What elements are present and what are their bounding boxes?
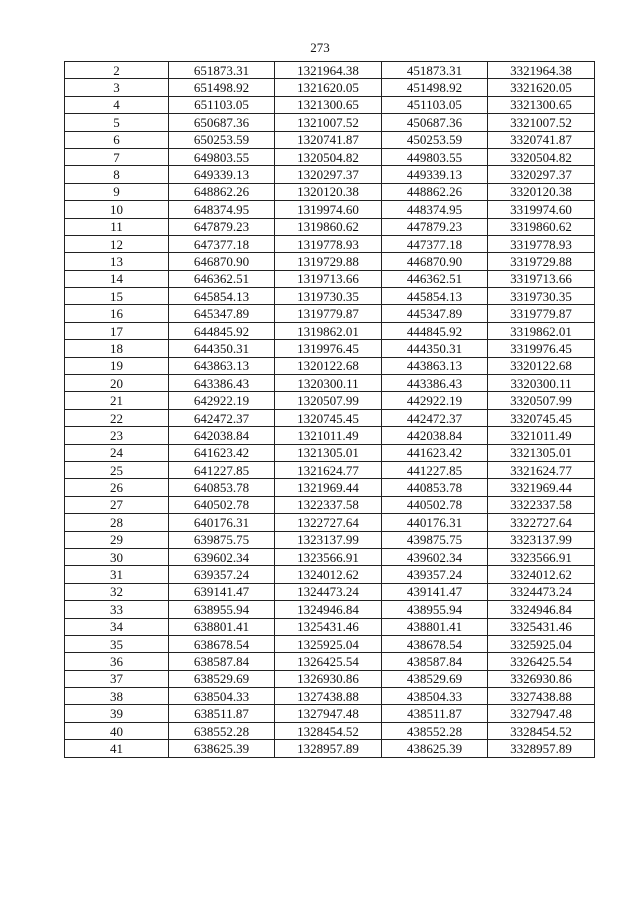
y-coordinate-cell: 1320741.87 (275, 131, 382, 148)
x-coordinate-cell: 638587.84 (169, 653, 275, 670)
x-coordinate-cell: 639357.24 (169, 566, 275, 583)
x-coordinate-cell: 649339.13 (169, 166, 275, 183)
x-coordinate-cell: 642038.84 (169, 427, 275, 444)
x-converted-cell: 440853.78 (382, 479, 488, 496)
table-row (65, 288, 595, 305)
x-coordinate-cell: 645854.13 (169, 288, 275, 305)
point-number-cell: 34 (65, 618, 169, 635)
x-coordinate-cell: 641227.85 (169, 461, 275, 478)
x-coordinate-cell: 640176.31 (169, 514, 275, 531)
coordinate-table-body (65, 62, 595, 758)
y-converted-cell: 3321300.65 (488, 96, 595, 113)
y-coordinate-cell: 1321007.52 (275, 114, 382, 131)
point-number-cell: 11 (65, 218, 169, 235)
y-coordinate-cell: 1321305.01 (275, 444, 382, 461)
point-number-cell: 21 (65, 392, 169, 409)
x-coordinate-cell: 647879.23 (169, 218, 275, 235)
x-coordinate-cell: 640502.78 (169, 496, 275, 513)
x-coordinate-cell: 651873.31 (169, 62, 275, 79)
point-number-cell: 37 (65, 670, 169, 687)
table-row (65, 496, 595, 513)
y-coordinate-cell: 1321620.05 (275, 79, 382, 96)
table-row (65, 392, 595, 409)
table-row (65, 357, 595, 374)
coordinate-table (64, 61, 595, 758)
y-converted-cell: 3321620.05 (488, 79, 595, 96)
x-converted-cell: 438504.33 (382, 688, 488, 705)
x-coordinate-cell: 643863.13 (169, 357, 275, 374)
y-coordinate-cell: 1319730.35 (275, 288, 382, 305)
y-coordinate-cell: 1320507.99 (275, 392, 382, 409)
x-converted-cell: 438801.41 (382, 618, 488, 635)
y-converted-cell: 3320745.45 (488, 409, 595, 426)
table-row (65, 461, 595, 478)
table-row (65, 114, 595, 131)
table-row (65, 340, 595, 357)
point-number-cell: 5 (65, 114, 169, 131)
y-converted-cell: 3327438.88 (488, 688, 595, 705)
x-coordinate-cell: 638504.33 (169, 688, 275, 705)
x-coordinate-cell: 642472.37 (169, 409, 275, 426)
x-converted-cell: 439875.75 (382, 531, 488, 548)
point-number-cell: 25 (65, 461, 169, 478)
x-converted-cell: 442038.84 (382, 427, 488, 444)
y-converted-cell: 3319778.93 (488, 235, 595, 252)
point-number-cell: 18 (65, 340, 169, 357)
y-coordinate-cell: 1319860.62 (275, 218, 382, 235)
point-number-cell: 12 (65, 235, 169, 252)
y-coordinate-cell: 1325431.46 (275, 618, 382, 635)
y-coordinate-cell: 1321624.77 (275, 461, 382, 478)
x-converted-cell: 438587.84 (382, 653, 488, 670)
x-coordinate-cell: 638678.54 (169, 635, 275, 652)
table-row (65, 409, 595, 426)
y-coordinate-cell: 1324946.84 (275, 601, 382, 618)
x-converted-cell: 445854.13 (382, 288, 488, 305)
y-coordinate-cell: 1319974.60 (275, 201, 382, 218)
table-row (65, 566, 595, 583)
x-converted-cell: 443386.43 (382, 375, 488, 392)
y-converted-cell: 3320300.11 (488, 375, 595, 392)
x-converted-cell: 441227.85 (382, 461, 488, 478)
x-converted-cell: 447879.23 (382, 218, 488, 235)
x-coordinate-cell: 638625.39 (169, 740, 275, 757)
y-coordinate-cell: 1321011.49 (275, 427, 382, 444)
x-coordinate-cell: 650253.59 (169, 131, 275, 148)
table-row (65, 427, 595, 444)
point-number-cell: 39 (65, 705, 169, 722)
x-converted-cell: 451103.05 (382, 96, 488, 113)
x-converted-cell: 438529.69 (382, 670, 488, 687)
point-number-cell: 4 (65, 96, 169, 113)
y-converted-cell: 3319862.01 (488, 322, 595, 339)
point-number-cell: 3 (65, 79, 169, 96)
table-row (65, 62, 595, 79)
y-converted-cell: 3325925.04 (488, 635, 595, 652)
point-number-cell: 17 (65, 322, 169, 339)
x-converted-cell: 441623.42 (382, 444, 488, 461)
point-number-cell: 31 (65, 566, 169, 583)
x-coordinate-cell: 641623.42 (169, 444, 275, 461)
y-coordinate-cell: 1321969.44 (275, 479, 382, 496)
y-converted-cell: 3324012.62 (488, 566, 595, 583)
point-number-cell: 13 (65, 253, 169, 270)
y-converted-cell: 3320297.37 (488, 166, 595, 183)
table-row (65, 479, 595, 496)
y-converted-cell: 3322727.64 (488, 514, 595, 531)
table-row (65, 79, 595, 96)
point-number-cell: 26 (65, 479, 169, 496)
y-coordinate-cell: 1319779.87 (275, 305, 382, 322)
y-coordinate-cell: 1320504.82 (275, 148, 382, 165)
x-coordinate-cell: 645347.89 (169, 305, 275, 322)
y-coordinate-cell: 1326930.86 (275, 670, 382, 687)
table-row (65, 635, 595, 652)
y-converted-cell: 3320122.68 (488, 357, 595, 374)
y-converted-cell: 3321007.52 (488, 114, 595, 131)
point-number-cell: 28 (65, 514, 169, 531)
x-converted-cell: 439602.34 (382, 548, 488, 565)
point-number-cell: 27 (65, 496, 169, 513)
table-row (65, 305, 595, 322)
y-coordinate-cell: 1327947.48 (275, 705, 382, 722)
x-coordinate-cell: 646870.90 (169, 253, 275, 270)
y-converted-cell: 3320120.38 (488, 183, 595, 200)
table-row (65, 688, 595, 705)
y-converted-cell: 3327947.48 (488, 705, 595, 722)
y-coordinate-cell: 1322337.58 (275, 496, 382, 513)
x-coordinate-cell: 643386.43 (169, 375, 275, 392)
x-converted-cell: 438552.28 (382, 722, 488, 739)
x-converted-cell: 444350.31 (382, 340, 488, 357)
point-number-cell: 19 (65, 357, 169, 374)
y-coordinate-cell: 1320300.11 (275, 375, 382, 392)
y-coordinate-cell: 1323137.99 (275, 531, 382, 548)
table-row (65, 96, 595, 113)
y-converted-cell: 3326930.86 (488, 670, 595, 687)
y-coordinate-cell: 1328957.89 (275, 740, 382, 757)
y-coordinate-cell: 1319713.66 (275, 270, 382, 287)
point-number-cell: 9 (65, 183, 169, 200)
x-converted-cell: 439141.47 (382, 583, 488, 600)
x-coordinate-cell: 651103.05 (169, 96, 275, 113)
x-coordinate-cell: 638529.69 (169, 670, 275, 687)
table-row (65, 218, 595, 235)
x-coordinate-cell: 648374.95 (169, 201, 275, 218)
table-row (65, 201, 595, 218)
y-coordinate-cell: 1321300.65 (275, 96, 382, 113)
point-number-cell: 41 (65, 740, 169, 757)
table-row (65, 618, 595, 635)
x-converted-cell: 448862.26 (382, 183, 488, 200)
x-converted-cell: 451873.31 (382, 62, 488, 79)
y-converted-cell: 3319779.87 (488, 305, 595, 322)
table-row (65, 722, 595, 739)
x-converted-cell: 447377.18 (382, 235, 488, 252)
x-converted-cell: 438511.87 (382, 705, 488, 722)
y-coordinate-cell: 1319729.88 (275, 253, 382, 270)
table-row (65, 375, 595, 392)
x-coordinate-cell: 649803.55 (169, 148, 275, 165)
x-coordinate-cell: 644845.92 (169, 322, 275, 339)
table-row (65, 148, 595, 165)
point-number-cell: 24 (65, 444, 169, 461)
x-converted-cell: 438955.94 (382, 601, 488, 618)
y-converted-cell: 3326425.54 (488, 653, 595, 670)
point-number-cell: 38 (65, 688, 169, 705)
x-converted-cell: 440176.31 (382, 514, 488, 531)
x-converted-cell: 449803.55 (382, 148, 488, 165)
table-row (65, 235, 595, 252)
x-converted-cell: 445347.89 (382, 305, 488, 322)
x-converted-cell: 438625.39 (382, 740, 488, 757)
y-coordinate-cell: 1320120.38 (275, 183, 382, 200)
table-row (65, 514, 595, 531)
point-number-cell: 10 (65, 201, 169, 218)
x-converted-cell: 448374.95 (382, 201, 488, 218)
x-converted-cell: 442922.19 (382, 392, 488, 409)
y-converted-cell: 3328957.89 (488, 740, 595, 757)
x-coordinate-cell: 651498.92 (169, 79, 275, 96)
x-converted-cell: 438678.54 (382, 635, 488, 652)
table-row (65, 444, 595, 461)
x-converted-cell: 443863.13 (382, 357, 488, 374)
y-converted-cell: 3321969.44 (488, 479, 595, 496)
x-converted-cell: 450253.59 (382, 131, 488, 148)
x-coordinate-cell: 650687.36 (169, 114, 275, 131)
x-converted-cell: 446870.90 (382, 253, 488, 270)
table-row (65, 131, 595, 148)
x-coordinate-cell: 638552.28 (169, 722, 275, 739)
y-coordinate-cell: 1324473.24 (275, 583, 382, 600)
x-coordinate-cell: 647377.18 (169, 235, 275, 252)
x-coordinate-cell: 639602.34 (169, 548, 275, 565)
point-number-cell: 32 (65, 583, 169, 600)
x-converted-cell: 446362.51 (382, 270, 488, 287)
y-coordinate-cell: 1319778.93 (275, 235, 382, 252)
x-coordinate-cell: 644350.31 (169, 340, 275, 357)
x-converted-cell: 440502.78 (382, 496, 488, 513)
x-converted-cell: 439357.24 (382, 566, 488, 583)
x-coordinate-cell: 638511.87 (169, 705, 275, 722)
point-number-cell: 33 (65, 601, 169, 618)
x-coordinate-cell: 638801.41 (169, 618, 275, 635)
point-number-cell: 6 (65, 131, 169, 148)
y-converted-cell: 3321011.49 (488, 427, 595, 444)
point-number-cell: 35 (65, 635, 169, 652)
y-converted-cell: 3323566.91 (488, 548, 595, 565)
table-row (65, 705, 595, 722)
table-row (65, 548, 595, 565)
table-row (65, 740, 595, 757)
y-converted-cell: 3321964.38 (488, 62, 595, 79)
y-converted-cell: 3320507.99 (488, 392, 595, 409)
table-row (65, 670, 595, 687)
y-coordinate-cell: 1320745.45 (275, 409, 382, 426)
y-converted-cell: 3322337.58 (488, 496, 595, 513)
x-coordinate-cell: 639141.47 (169, 583, 275, 600)
y-converted-cell: 3319976.45 (488, 340, 595, 357)
table-row (65, 322, 595, 339)
point-number-cell: 29 (65, 531, 169, 548)
y-converted-cell: 3320504.82 (488, 148, 595, 165)
point-number-cell: 40 (65, 722, 169, 739)
y-coordinate-cell: 1326425.54 (275, 653, 382, 670)
table-row (65, 166, 595, 183)
y-coordinate-cell: 1320122.68 (275, 357, 382, 374)
y-converted-cell: 3319860.62 (488, 218, 595, 235)
y-coordinate-cell: 1323566.91 (275, 548, 382, 565)
x-converted-cell: 451498.92 (382, 79, 488, 96)
point-number-cell: 8 (65, 166, 169, 183)
y-converted-cell: 3319730.35 (488, 288, 595, 305)
point-number-cell: 23 (65, 427, 169, 444)
y-converted-cell: 3321305.01 (488, 444, 595, 461)
y-coordinate-cell: 1322727.64 (275, 514, 382, 531)
y-converted-cell: 3320741.87 (488, 131, 595, 148)
y-coordinate-cell: 1325925.04 (275, 635, 382, 652)
point-number-cell: 30 (65, 548, 169, 565)
point-number-cell: 14 (65, 270, 169, 287)
table-row (65, 183, 595, 200)
y-coordinate-cell: 1320297.37 (275, 166, 382, 183)
y-coordinate-cell: 1319976.45 (275, 340, 382, 357)
x-converted-cell: 449339.13 (382, 166, 488, 183)
point-number-cell: 16 (65, 305, 169, 322)
x-coordinate-cell: 648862.26 (169, 183, 275, 200)
y-converted-cell: 3319974.60 (488, 201, 595, 218)
x-coordinate-cell: 639875.75 (169, 531, 275, 548)
x-coordinate-cell: 640853.78 (169, 479, 275, 496)
table-row (65, 653, 595, 670)
x-coordinate-cell: 642922.19 (169, 392, 275, 409)
y-converted-cell: 3324946.84 (488, 601, 595, 618)
y-converted-cell: 3323137.99 (488, 531, 595, 548)
point-number-cell: 22 (65, 409, 169, 426)
x-converted-cell: 444845.92 (382, 322, 488, 339)
point-number-cell: 36 (65, 653, 169, 670)
y-coordinate-cell: 1319862.01 (275, 322, 382, 339)
table-row (65, 270, 595, 287)
point-number-cell: 2 (65, 62, 169, 79)
point-number-cell: 7 (65, 148, 169, 165)
table-row (65, 601, 595, 618)
x-converted-cell: 442472.37 (382, 409, 488, 426)
table-row (65, 531, 595, 548)
x-coordinate-cell: 646362.51 (169, 270, 275, 287)
y-converted-cell: 3328454.52 (488, 722, 595, 739)
x-coordinate-cell: 638955.94 (169, 601, 275, 618)
point-number-cell: 20 (65, 375, 169, 392)
point-number-cell: 15 (65, 288, 169, 305)
x-converted-cell: 450687.36 (382, 114, 488, 131)
y-converted-cell: 3319729.88 (488, 253, 595, 270)
y-converted-cell: 3319713.66 (488, 270, 595, 287)
y-converted-cell: 3325431.46 (488, 618, 595, 635)
table-row (65, 583, 595, 600)
y-coordinate-cell: 1328454.52 (275, 722, 382, 739)
y-converted-cell: 3321624.77 (488, 461, 595, 478)
y-coordinate-cell: 1324012.62 (275, 566, 382, 583)
y-converted-cell: 3324473.24 (488, 583, 595, 600)
page-number: 273 (310, 40, 330, 55)
y-coordinate-cell: 1327438.88 (275, 688, 382, 705)
y-coordinate-cell: 1321964.38 (275, 62, 382, 79)
table-row (65, 253, 595, 270)
